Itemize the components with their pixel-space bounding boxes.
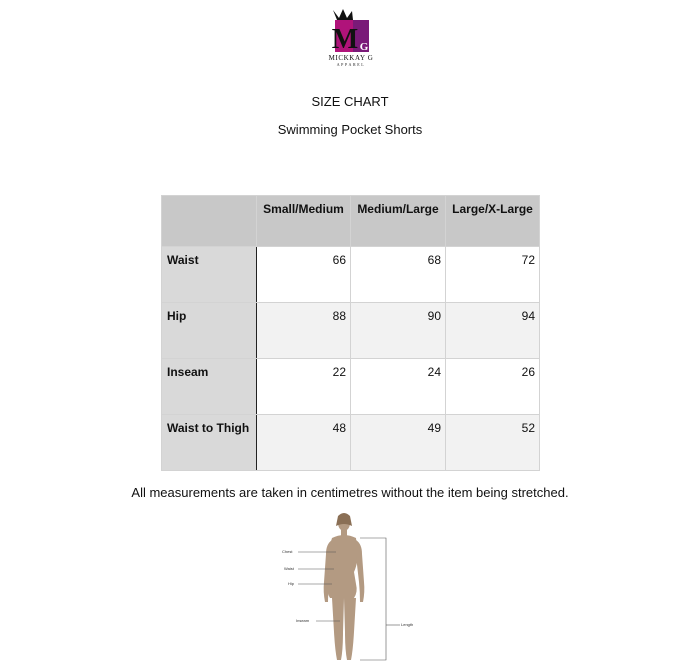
brand-tagline: APPAREL: [336, 62, 366, 67]
table-cell: 94: [446, 303, 540, 359]
column-header: Small/Medium: [257, 196, 351, 247]
table-cell: 48: [257, 415, 351, 471]
table-cell: 49: [351, 415, 446, 471]
table-cell: 66: [257, 247, 351, 303]
brand-logo-mark: [329, 8, 373, 54]
row-header: Waist: [162, 247, 257, 303]
measurement-note: All measurements are taken in centimetres without the item being stretched.: [131, 485, 569, 500]
table-row: [162, 415, 540, 471]
table-cell: 68: [351, 247, 446, 303]
table-row: [162, 303, 540, 359]
brand-logo: [323, 8, 379, 72]
waist-label: Waist: [284, 566, 294, 571]
body-measurement-figure: [280, 512, 420, 668]
table-cell: 72: [446, 247, 540, 303]
size-table: [161, 195, 540, 471]
svg-text:M: M: [331, 24, 359, 54]
table-cell: 22: [257, 359, 351, 415]
hip-label: Hip: [288, 581, 295, 586]
chest-label: Chest: [282, 549, 293, 554]
length-label: Length: [401, 622, 414, 627]
column-header: Large/X-Large: [446, 196, 540, 247]
table-header-row: [162, 196, 540, 247]
column-header: Medium/Large: [351, 196, 446, 247]
table-cell: 26: [446, 359, 540, 415]
svg-text:G: G: [359, 41, 369, 53]
page-title: SIZE CHART: [311, 94, 389, 109]
brand-name: MICKKAY G: [328, 54, 374, 62]
inseam-label: Inseam: [296, 618, 310, 623]
table-row: [162, 359, 540, 415]
table-cell: 24: [351, 359, 446, 415]
table-cell: 88: [257, 303, 351, 359]
table-cell: 52: [446, 415, 540, 471]
table-row: [162, 247, 540, 303]
body-silhouette-illustration: [280, 512, 420, 668]
crown-icon: [333, 9, 353, 20]
row-header: Hip: [162, 303, 257, 359]
row-header: Waist to Thigh: [162, 415, 257, 471]
table-corner-cell: [162, 196, 257, 247]
row-header: Inseam: [162, 359, 257, 415]
table-cell: 90: [351, 303, 446, 359]
product-name: Swimming Pocket Shorts: [277, 122, 423, 137]
